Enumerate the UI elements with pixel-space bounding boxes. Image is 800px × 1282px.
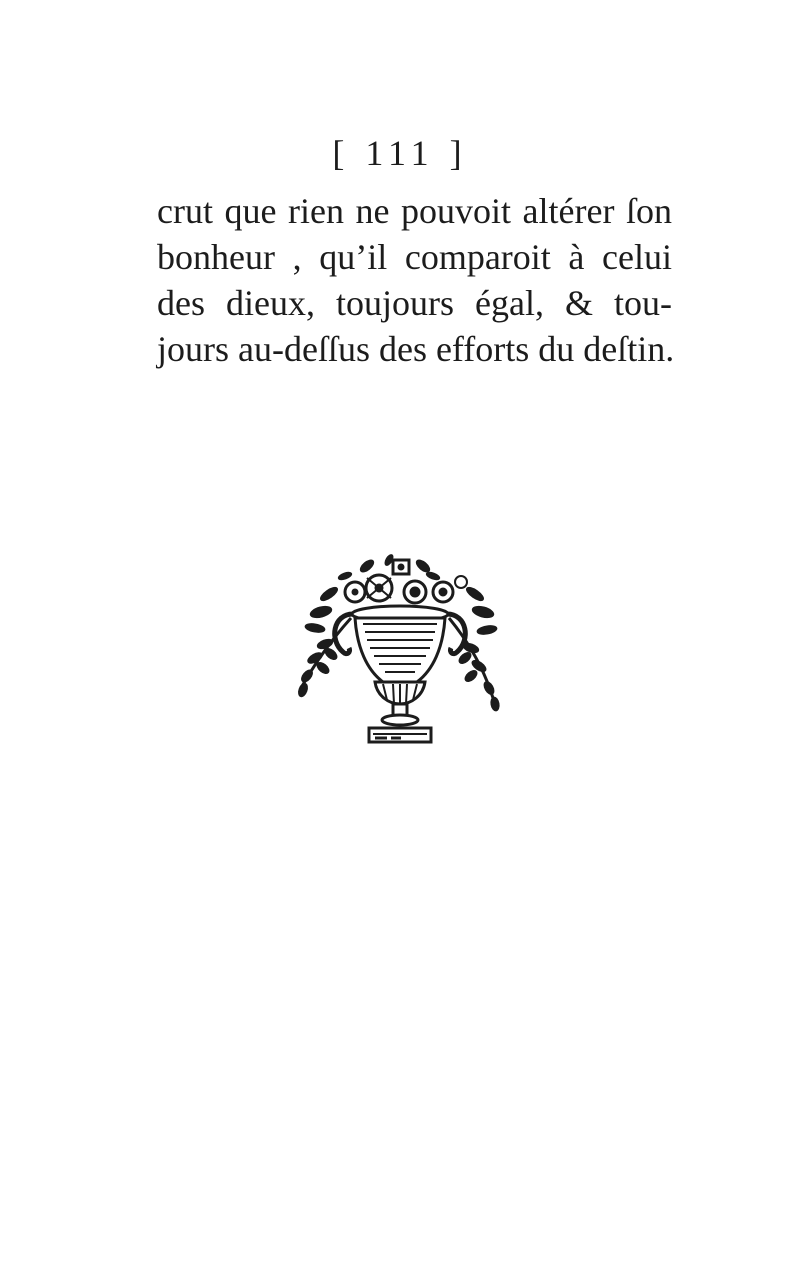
text-line: bonheur , qu’il comparoit à celui (157, 237, 672, 277)
flower-urn-vignette-icon (293, 548, 507, 756)
page-number: [ 111 ] (332, 133, 468, 173)
text-line: jours au-deſſus des efforts du deſtin. (157, 329, 675, 369)
body-text (157, 188, 675, 372)
text-line: des dieux, toujours égal, & tou- (157, 283, 672, 323)
text-line: crut que rien ne pouvoit altérer ſon (157, 191, 672, 231)
